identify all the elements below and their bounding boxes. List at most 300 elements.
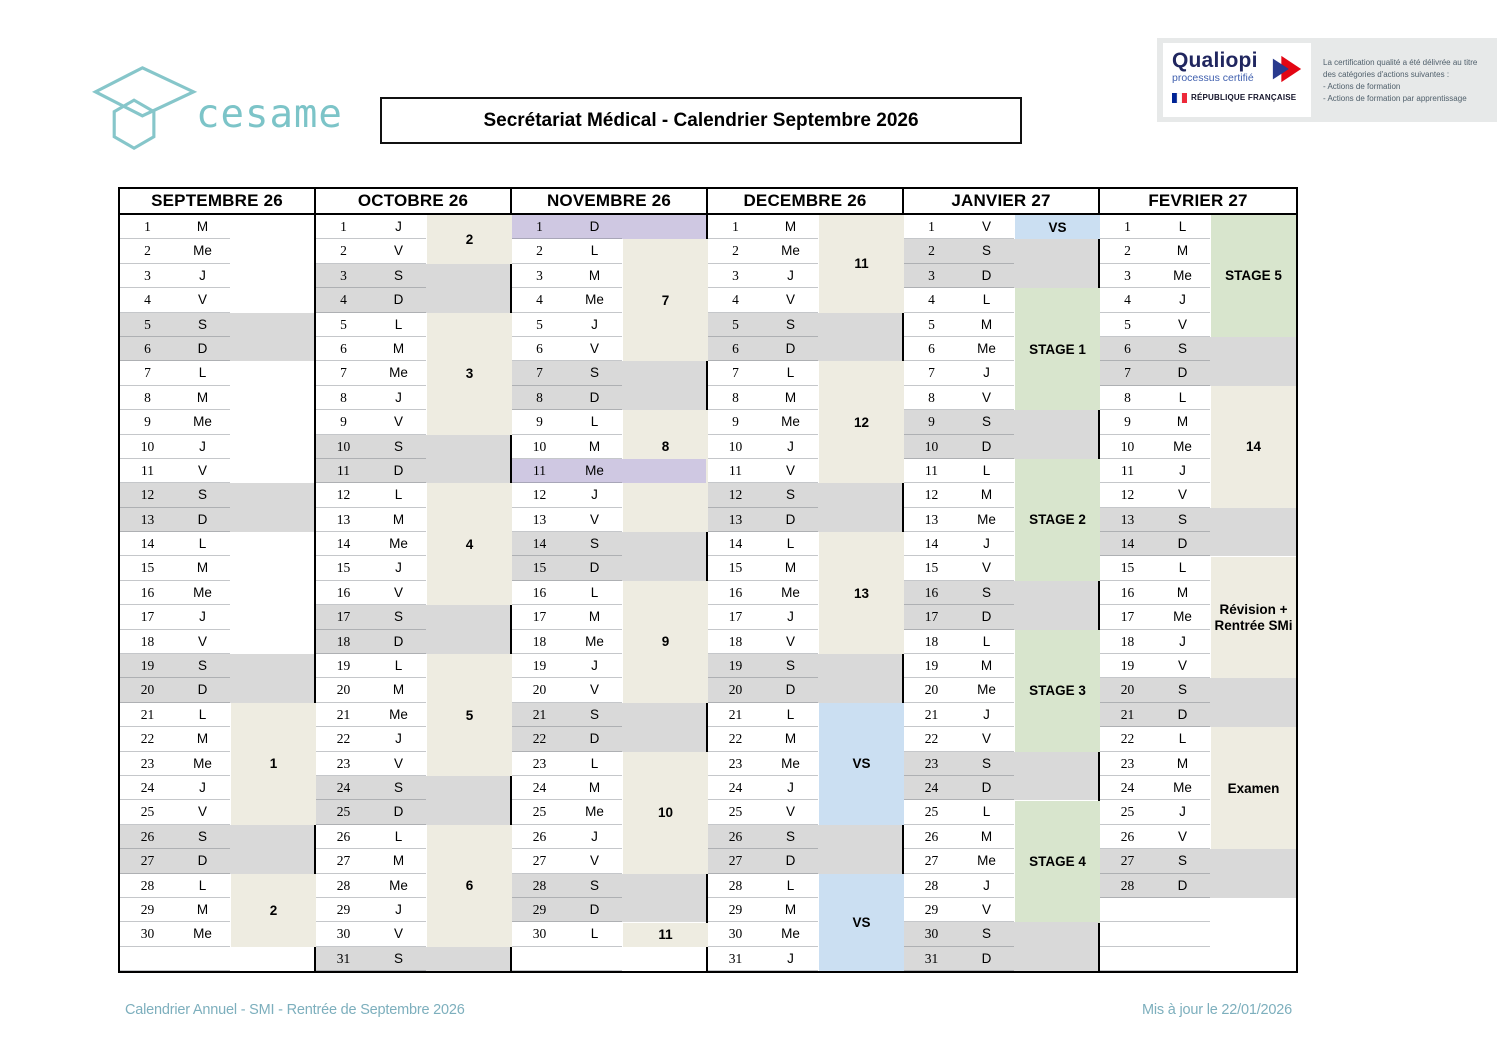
day-row <box>120 410 314 434</box>
day-row <box>316 727 510 751</box>
day-letter: Me <box>781 926 800 942</box>
day-number: 21 <box>1120 706 1135 722</box>
note-label: STAGE 1 <box>1029 341 1086 357</box>
month-body <box>120 215 314 971</box>
day-number: 17 <box>140 609 155 625</box>
day-letter: S <box>589 706 599 722</box>
day-row <box>708 483 902 507</box>
day-letter: V <box>589 853 599 869</box>
day-number: 30 <box>140 926 155 942</box>
day-number: 11 <box>1121 462 1134 478</box>
day-letter: D <box>785 682 796 698</box>
day-row <box>708 727 902 751</box>
day-row <box>904 776 1098 800</box>
day-row <box>120 703 314 727</box>
day-number: 25 <box>532 804 547 820</box>
day-row <box>1100 581 1296 605</box>
day-row <box>512 313 706 337</box>
note-label: STAGE 5 <box>1225 268 1282 284</box>
month-column-4 <box>708 189 904 971</box>
day-number: 4 <box>928 292 935 308</box>
day-number: 22 <box>924 731 939 747</box>
day-letter: S <box>1177 511 1187 527</box>
day-row <box>1100 435 1296 459</box>
day-row <box>316 508 510 532</box>
day-row <box>904 630 1098 654</box>
day-row <box>904 337 1098 361</box>
day-letter: S <box>589 877 599 893</box>
day-letter: J <box>199 267 206 283</box>
day-row <box>904 288 1098 312</box>
month-body <box>904 215 1098 971</box>
day-letter: V <box>589 511 599 527</box>
day-number: 12 <box>532 487 547 503</box>
day-number: 17 <box>532 609 547 625</box>
day-number: 8 <box>732 389 739 405</box>
day-number: 14 <box>728 536 743 552</box>
day-row <box>904 386 1098 410</box>
day-letter: L <box>590 243 599 259</box>
day-letter: S <box>981 414 991 430</box>
day-row <box>120 678 314 702</box>
day-number: 19 <box>336 658 351 674</box>
day-number: 18 <box>1120 633 1135 649</box>
day-row <box>512 874 706 898</box>
note-label: STAGE 4 <box>1029 854 1086 870</box>
day-number: 17 <box>728 609 743 625</box>
day-number: 27 <box>924 853 939 869</box>
day-row <box>120 337 314 361</box>
cesame-logo-icon <box>85 58 205 158</box>
empty-row <box>1100 922 1296 946</box>
day-letter: L <box>786 877 795 893</box>
day-row <box>1100 605 1296 629</box>
day-row <box>512 776 706 800</box>
day-number: 21 <box>336 706 351 722</box>
day-row <box>316 459 510 483</box>
day-letter: Me <box>193 414 212 430</box>
note-label: 6 <box>465 878 474 894</box>
title-box <box>380 97 1022 144</box>
day-letter: V <box>981 219 991 234</box>
day-letter: D <box>1177 536 1188 552</box>
day-number: 16 <box>336 584 351 600</box>
day-number: 9 <box>340 414 347 430</box>
day-row <box>1100 776 1296 800</box>
day-number: 22 <box>532 731 547 747</box>
day-letter: L <box>1178 389 1187 405</box>
day-letter: V <box>981 731 991 747</box>
day-letter: S <box>197 316 207 332</box>
day-number: 16 <box>728 584 743 600</box>
day-letter: V <box>197 633 207 649</box>
day-row <box>904 459 1098 483</box>
day-row <box>904 581 1098 605</box>
day-letter: S <box>393 779 403 795</box>
day-letter: S <box>393 950 403 966</box>
day-number: 4 <box>340 292 347 308</box>
day-number: 16 <box>532 584 547 600</box>
note-label: 12 <box>853 414 870 430</box>
day-number: 3 <box>536 267 543 283</box>
day-letter: M <box>196 219 209 234</box>
day-letter: J <box>787 779 794 795</box>
day-letter: S <box>785 487 795 503</box>
day-letter: J <box>395 731 402 747</box>
day-row <box>120 605 314 629</box>
day-row <box>512 410 706 434</box>
day-letter: V <box>393 414 403 430</box>
day-row <box>120 239 314 263</box>
day-number: 28 <box>532 877 547 893</box>
day-number: 22 <box>140 731 155 747</box>
day-row <box>316 922 510 946</box>
day-letter: D <box>393 292 404 308</box>
day-letter: D <box>589 560 600 576</box>
day-letter: L <box>982 462 991 478</box>
day-row <box>708 922 902 946</box>
day-number: 5 <box>928 316 935 332</box>
day-letter: L <box>198 706 207 722</box>
day-number: 26 <box>728 828 743 844</box>
day-letter: D <box>589 389 600 405</box>
day-letter: D <box>981 609 992 625</box>
day-letter: S <box>785 828 795 844</box>
day-letter: D <box>393 633 404 649</box>
day-row <box>1100 386 1296 410</box>
day-number <box>1100 898 1155 921</box>
day-letter <box>1155 922 1210 945</box>
day-row <box>1100 849 1296 873</box>
day-number: 20 <box>336 682 351 698</box>
day-row <box>512 337 706 361</box>
footer-left-text: Calendrier Annuel - SMI - Rentrée de Septembre 2026 <box>125 1002 465 1018</box>
day-row <box>120 752 314 776</box>
day-letter: M <box>980 658 993 674</box>
day-letter: M <box>196 389 209 405</box>
month-header: JANVIER 27 <box>904 189 1098 215</box>
day-row <box>904 410 1098 434</box>
day-row <box>120 727 314 751</box>
day-letter: L <box>394 828 403 844</box>
day-letter: Me <box>193 584 212 600</box>
note-label: 11 <box>854 256 869 272</box>
day-letter: M <box>1176 755 1189 771</box>
day-letter: S <box>197 828 207 844</box>
day-letter: V <box>393 243 403 259</box>
note-label: STAGE 3 <box>1029 683 1086 699</box>
day-row <box>512 703 706 727</box>
day-row <box>708 898 902 922</box>
day-number: 17 <box>1120 609 1135 625</box>
day-row <box>316 825 510 849</box>
day-number: 16 <box>1120 584 1135 600</box>
day-letter: D <box>981 438 992 454</box>
day-row <box>512 508 706 532</box>
day-row <box>316 947 510 971</box>
day-row <box>316 288 510 312</box>
day-number: 3 <box>732 267 739 283</box>
day-letter: L <box>590 584 599 600</box>
day-row <box>708 435 902 459</box>
day-number: 5 <box>144 316 151 332</box>
day-row <box>316 386 510 410</box>
day-letter: S <box>981 926 991 942</box>
day-letter: V <box>785 292 795 308</box>
day-row <box>708 532 902 556</box>
note-label: 7 <box>661 292 670 308</box>
day-number: 19 <box>924 658 939 674</box>
day-letter: S <box>981 584 991 600</box>
day-letter: J <box>1179 292 1186 308</box>
day-number: 26 <box>140 828 155 844</box>
day-number: 8 <box>536 389 543 405</box>
day-row <box>316 264 510 288</box>
day-letter: J <box>591 658 598 674</box>
day-letter: D <box>785 853 796 869</box>
day-number: 24 <box>728 779 743 795</box>
day-row <box>120 776 314 800</box>
day-letter: Me <box>193 755 212 771</box>
day-number: 24 <box>336 779 351 795</box>
day-row <box>708 264 902 288</box>
day-number: 10 <box>140 438 155 454</box>
day-number: 3 <box>928 267 935 283</box>
day-letter: M <box>1176 243 1189 259</box>
day-row <box>316 800 510 824</box>
day-letter: V <box>589 682 599 698</box>
day-letter: M <box>784 219 797 234</box>
day-letter: M <box>392 682 405 698</box>
day-letter: V <box>785 633 795 649</box>
day-row <box>512 264 706 288</box>
day-letter: Me <box>585 462 604 478</box>
qualiopi-note-line: - Actions de formation <box>1323 82 1401 91</box>
day-number <box>1100 922 1155 945</box>
day-letter: Me <box>585 804 604 820</box>
day-letter: Me <box>977 853 996 869</box>
day-number: 23 <box>728 755 743 771</box>
day-row <box>120 630 314 654</box>
day-row <box>512 581 706 605</box>
day-letter: J <box>395 389 402 405</box>
day-row <box>904 922 1098 946</box>
note-label: 1 <box>269 756 278 772</box>
day-number: 28 <box>336 877 351 893</box>
day-letter: M <box>784 560 797 576</box>
day-letter: Me <box>977 340 996 356</box>
day-letter: J <box>591 316 598 332</box>
day-number: 15 <box>532 560 547 576</box>
day-letter: Me <box>585 633 604 649</box>
day-number: 2 <box>536 243 543 259</box>
day-row <box>904 508 1098 532</box>
day-row <box>512 727 706 751</box>
day-number: 27 <box>336 853 351 869</box>
day-number: 1 <box>536 219 543 234</box>
day-letter: J <box>199 438 206 454</box>
day-number: 13 <box>336 511 351 527</box>
note-label: 13 <box>853 585 870 601</box>
day-row <box>512 654 706 678</box>
day-number: 5 <box>340 316 347 332</box>
day-row <box>512 849 706 873</box>
day-number <box>120 947 175 970</box>
note-label: VS <box>852 756 871 772</box>
day-letter: M <box>196 731 209 747</box>
day-number: 28 <box>728 877 743 893</box>
day-letter: M <box>392 340 405 356</box>
day-letter: Me <box>389 365 408 381</box>
day-number: 23 <box>140 755 155 771</box>
day-letter: D <box>1177 365 1188 381</box>
day-number: 14 <box>924 536 939 552</box>
day-number: 3 <box>144 267 151 283</box>
day-letter: Me <box>585 292 604 308</box>
day-letter: M <box>588 609 601 625</box>
day-number: 11 <box>925 462 938 478</box>
day-number: 6 <box>144 340 151 356</box>
day-letter: S <box>1177 340 1187 356</box>
day-letter: L <box>982 804 991 820</box>
day-row <box>1100 654 1296 678</box>
day-letter: D <box>393 804 404 820</box>
month-body <box>316 215 510 971</box>
day-letter: D <box>393 462 404 478</box>
day-row <box>120 922 314 946</box>
day-number: 15 <box>728 560 743 576</box>
day-letter: J <box>787 267 794 283</box>
day-row <box>512 556 706 580</box>
page-title: Secrétariat Médical - Calendrier Septembre 2026 <box>483 109 919 131</box>
day-row <box>708 800 902 824</box>
day-number: 27 <box>1120 853 1135 869</box>
note-label: 4 <box>465 536 474 552</box>
day-letter: V <box>981 560 991 576</box>
day-letter: S <box>197 658 207 674</box>
qualiopi-card <box>1163 43 1311 117</box>
note-label: Examen <box>1227 780 1280 796</box>
day-letter: M <box>392 853 405 869</box>
day-number: 6 <box>928 340 935 356</box>
qualiopi-note-line: - Actions de formation par apprentissage <box>1323 94 1467 103</box>
day-number: 30 <box>336 926 351 942</box>
day-letter <box>1155 898 1210 921</box>
day-row <box>512 678 706 702</box>
day-number: 25 <box>924 804 939 820</box>
day-letter <box>567 947 622 970</box>
day-row <box>316 849 510 873</box>
month-header: DECEMBRE 26 <box>708 189 902 215</box>
day-number: 18 <box>924 633 939 649</box>
day-number: 20 <box>1120 682 1135 698</box>
day-row <box>120 654 314 678</box>
empty-row <box>1100 947 1296 971</box>
day-row <box>316 654 510 678</box>
day-number: 23 <box>924 755 939 771</box>
day-row <box>120 459 314 483</box>
day-number: 23 <box>1120 755 1135 771</box>
day-number: 6 <box>1124 340 1131 356</box>
day-letter: Me <box>389 536 408 552</box>
day-row <box>316 483 510 507</box>
day-row <box>120 386 314 410</box>
day-row <box>316 752 510 776</box>
day-letter: S <box>981 755 991 771</box>
day-row <box>904 752 1098 776</box>
day-row <box>120 800 314 824</box>
day-number: 2 <box>340 243 347 259</box>
day-number: 24 <box>1120 779 1135 795</box>
day-row <box>708 337 902 361</box>
note-label: 5 <box>465 707 474 723</box>
day-number: 15 <box>336 560 351 576</box>
day-letter: M <box>196 560 209 576</box>
day-letter: M <box>588 438 601 454</box>
day-number: 9 <box>732 414 739 430</box>
day-number: 1 <box>1124 219 1131 234</box>
day-letter: S <box>981 243 991 259</box>
day-row <box>120 264 314 288</box>
day-row <box>512 459 706 483</box>
day-number: 28 <box>140 877 155 893</box>
day-row <box>904 800 1098 824</box>
day-number: 26 <box>532 828 547 844</box>
day-number: 7 <box>732 365 739 381</box>
day-letter: L <box>198 365 207 381</box>
day-letter: L <box>1178 731 1187 747</box>
day-number: 1 <box>732 219 739 234</box>
day-number: 19 <box>140 658 155 674</box>
day-letter: S <box>393 267 403 283</box>
day-number <box>1100 947 1155 970</box>
day-row <box>904 313 1098 337</box>
day-letter: V <box>197 292 207 308</box>
note-label: 2 <box>269 902 278 918</box>
day-number: 18 <box>140 633 155 649</box>
day-number: 30 <box>924 926 939 942</box>
day-number: 18 <box>336 633 351 649</box>
day-number: 13 <box>140 511 155 527</box>
day-row <box>904 825 1098 849</box>
note-label: Révision + Rentrée SMi <box>1214 602 1293 633</box>
day-row <box>316 215 510 239</box>
day-number <box>512 947 567 970</box>
month-header: SEPTEMBRE 26 <box>120 189 314 215</box>
day-number: 29 <box>532 901 547 917</box>
day-row <box>708 288 902 312</box>
day-letter: V <box>981 389 991 405</box>
day-letter: S <box>589 365 599 381</box>
day-number: 8 <box>340 389 347 405</box>
day-letter: Me <box>389 706 408 722</box>
qualiopi-brand: Qualiopi <box>1172 49 1258 72</box>
month-column-6 <box>1100 189 1296 971</box>
day-letter: Me <box>781 584 800 600</box>
day-number: 9 <box>536 414 543 430</box>
day-number: 9 <box>144 414 151 430</box>
day-number: 4 <box>536 292 543 308</box>
day-row <box>512 825 706 849</box>
day-number: 20 <box>728 682 743 698</box>
day-letter: S <box>197 487 207 503</box>
day-number: 11 <box>729 462 742 478</box>
day-letter: M <box>1176 584 1189 600</box>
day-number: 28 <box>924 877 939 893</box>
day-letter: D <box>197 682 208 698</box>
day-letter: V <box>1177 658 1187 674</box>
day-row <box>708 215 902 239</box>
